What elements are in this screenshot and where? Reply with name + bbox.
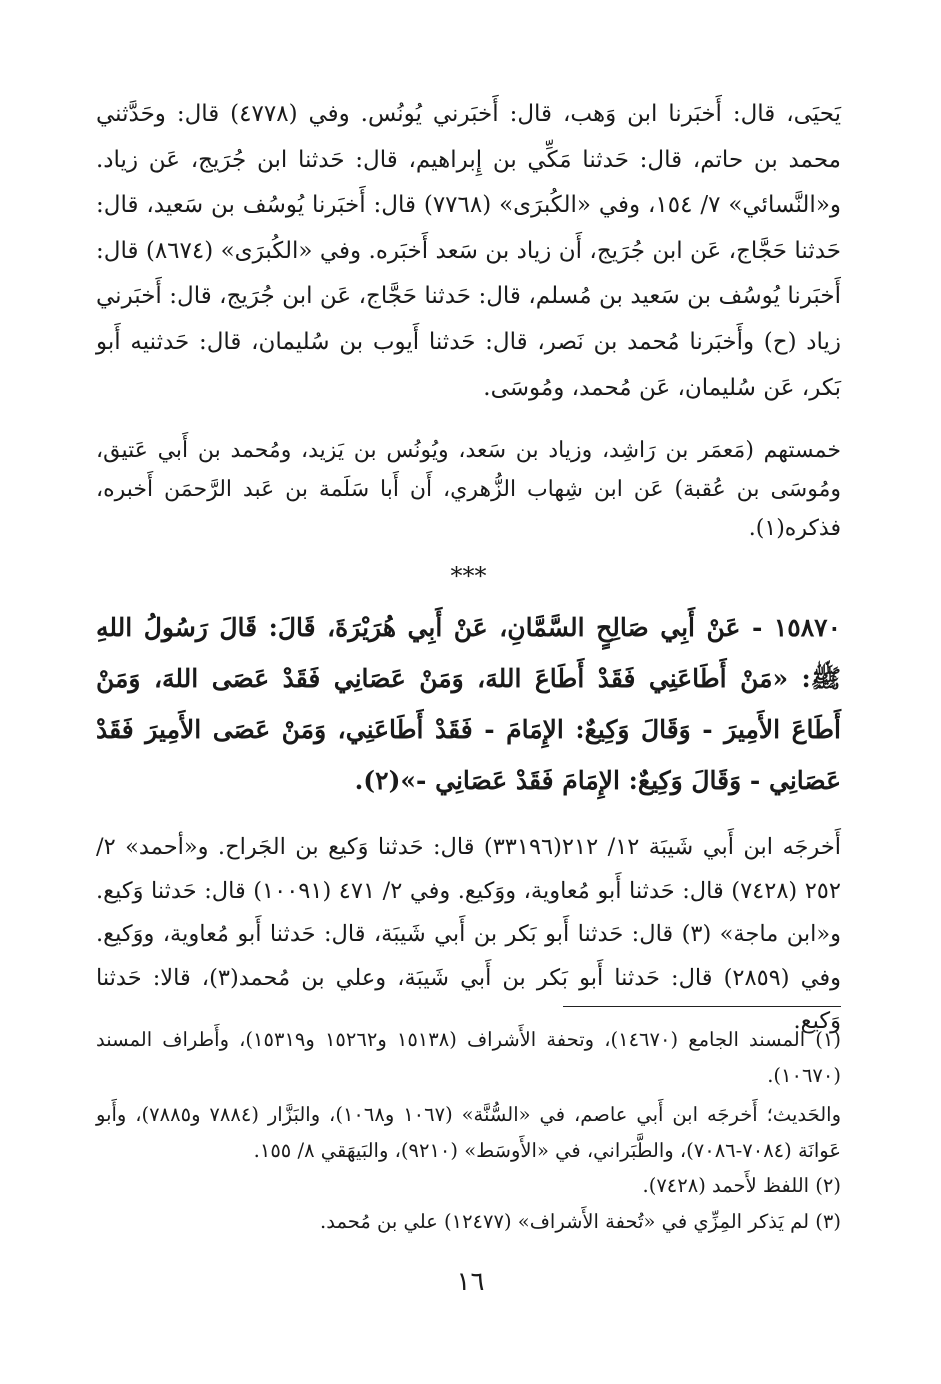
footnote-1-continued: والحَديث؛ أَخرجَه ابن أَبي عاصم، في «السُّنَّة» (١٠٦٧ و١٠٦٨)، والبَزَّار (٧٨٨٤ و٧٨٨٥)، وأَبو عَوانَة (٧٠٨٤-٧٠٨٦)، والطَّبَراني، في «الأَوسَط» (٩٢١٠)، والبَيهَقي ٨/ ١٥٥. [96, 1103, 841, 1162]
footnote-2: (٢) اللفظ لأَحمد (٧٤٢٨). [642, 1174, 841, 1197]
paragraph-summary: خمستهم (مَعمَر بن رَاشِد، وزياد بن سَعد، ويُونُس بن يَزيد، ومُحمد بن أَبي عَتيق، ومُوسَى بن عُقبة) عَن ابن شِهاب الزُّهري، أَن أَبا سَلَمة بن عَبد الرَّحمَن أَخبره، فذكره(١). [96, 438, 841, 542]
footnotes [96, 1022, 841, 1239]
footnote-3: (٣) لم يَذكر المِزِّي في «تُحفة الأَشراف» (١٢٤٧٧) علي بن مُحمد. [320, 1209, 841, 1233]
paragraph-takhrij-continued: يَحيَى، قال: أَخبَرنا ابن وَهب، قال: أَخبَرني يُونُس. وفي (٤٧٧٨) قال: وحَدَّثني محمد بن حاتم، قال: حَدثنا مَكِّي بن إِبراهيم، قال: حَدثنا ابن جُرَيج، عَن زياد. و«النَّسائي» ٧/ ١٥٤، وفي «الكُبرَى» (٧٧٦٨) قال: أَخبَرنا يُوسُف بن سَعيد، قال: حَدثنا حَجَّاج، عَن ابن جُرَيج، أَن زياد بن سَعد أَخبَره. وفي «الكُبرَى» (٨٦٧٤) قال: أَخبَرنا يُوسُف بن سَعيد بن مُسلم، قال: حَدثنا حَجَّاج، عَن ابن جُرَيج، قال: أَخبَرني زياد (ح) وأَخبَرنا مُحمد بن نَصر، قال: حَدثنا أَيوب بن سُليمان، قال: حَدثنيه أَبو بَكر، عَن سُليمان، عَن مُحمد، ومُوسَى. [96, 101, 842, 401]
main-text [96, 92, 841, 1044]
hadith-text: ١٥٨٧٠ - عَنْ أَبِي صَالِحٍ السَّمَّانِ، عَنْ أَبِي هُرَيْرَةَ، قَالَ: قَالَ رَسُولُ اللهِ ﷺ: «مَنْ أَطَاعَنِي فَقَدْ أَطَاعَ اللهَ، وَمَنْ عَصَانِي فَقَدْ عَصَى اللهَ، وَمَنْ أَطَاعَ الأَمِيرَ - وَقَالَ وَكِيعٌ: الإِمَامَ - فَقَدْ أَطَاعَنِي، وَمَنْ عَصَى الأَمِيرَ فَقَدْ عَصَانِي - وَقَالَ وَكِيعٌ: الإِمَامَ فَقَدْ عَصَانِي -»(٢). [96, 613, 841, 796]
footnote-1: (١) المسند الجامع (١٤٦٧٠)، وتحفة الأَشراف (١٥١٣٨ و١٥٢٦٢ و١٥٣١٩)، وأَطراف المسند (١٠٦٧٠). [96, 1028, 841, 1087]
page-number: ١٦ [456, 1267, 485, 1297]
paragraph-takhrij: أَخرجَه ابن أَبي شَيبَة ١٢/ ٢١٢(٣٣١٩٦) قال: حَدثنا وَكيع بن الجَراح. و«أحمد» ٢/ ٢٥٢ (٧٤٢٨) قال: حَدثنا أَبو مُعاوية، ووَكيع. وفي ٢/ ٤٧١ (١٠٠٩١) قال: حَدثنا وَكيع. و«ابن ماجة» (٣) قال: حَدثنا أَبو بَكر بن أَبي شَيبَة، قال: حَدثنا أَبو مُعاوية، ووَكيع. وفي (٢٨٥٩) قال: حَدثنا أَبو بَكر بن أَبي شَيبَة، وعلي بن مُحمد(٣)، قالا: حَدثنا وَكيع. [96, 834, 842, 1035]
footnote-divider [563, 1006, 841, 1007]
section-separator: *** [450, 562, 487, 591]
